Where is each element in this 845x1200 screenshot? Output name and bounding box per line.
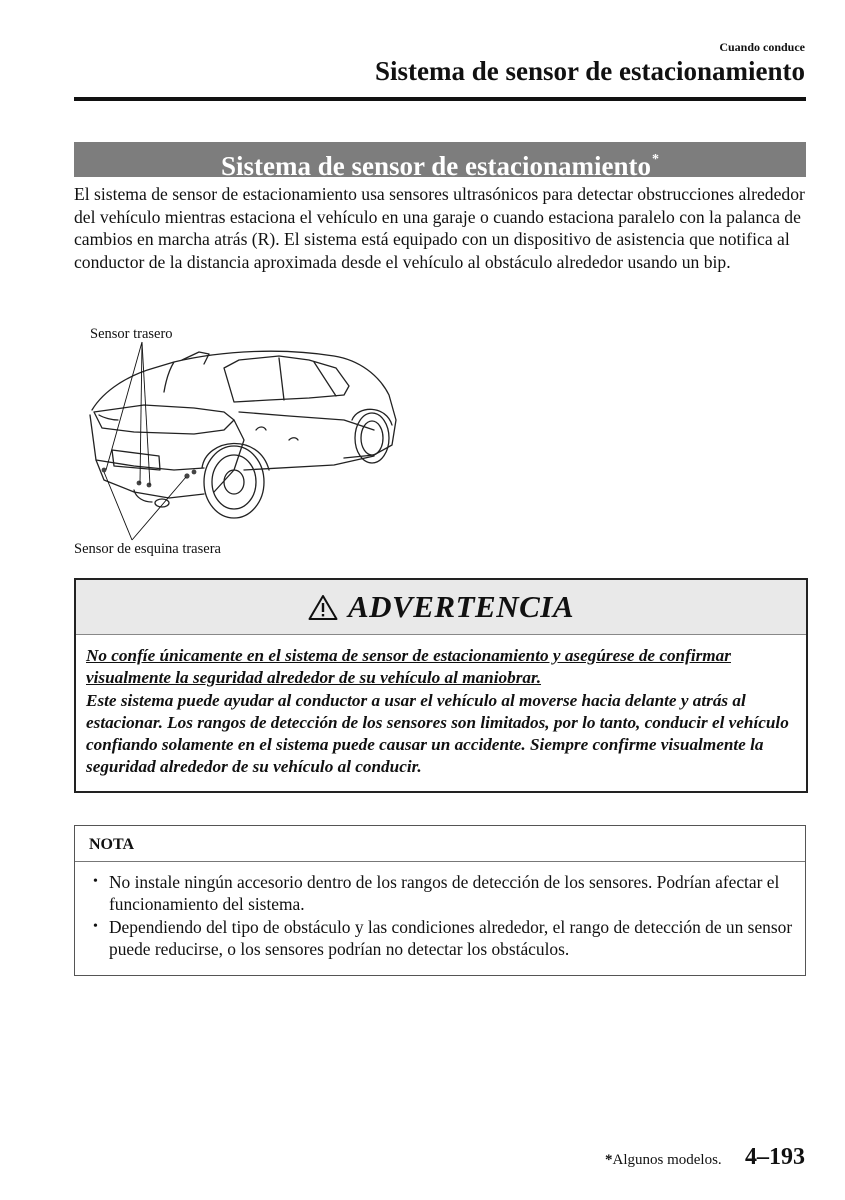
section-heading-text: Sistema de sensor de estacionamiento [221,151,651,181]
label-corner-sensor: Sensor de esquina trasera [74,541,221,557]
section-heading-marker: * [651,152,659,167]
warning-title: ADVERTENCIA [347,589,574,624]
header-section-label: Cuando conduce [719,40,805,54]
note-title: NOTA [75,826,805,862]
warning-box [74,578,808,793]
car-sensor-figure [74,320,414,565]
warning-header [76,580,806,635]
page-number: 4–193 [745,1144,805,1170]
car-rear-illustration [74,320,414,565]
warning-triangle-icon [308,594,338,621]
note-item: • Dependiendo del tipo de obstáculo y las condiciones alrededor, el rango de detección de un sensor puede reducirse, o los sensores podrían no detectar los obstáculos. [87,916,793,961]
note-item: • No instale ningún accesorio dentro de los rangos de detección de los sensores. Podrían afectar el funcionamiento del sistema. [87,871,793,916]
footnote [605,1152,722,1169]
intro-paragraph: El sistema de sensor de estacionamiento usa sensores ultrasónicos para detectar obstrucciones alrededor del vehículo mientras estaciona el vehículo en una garaje o cuando estaciona paralelo con la palanca de cambios en marcha atrás (R). El sistema está equipado con un dispositivo de asistencia que notifica al conductor de la distancia aproximada desde el vehículo al obstáculo alrededor usando un bip. [74,184,805,272]
note-list [75,862,805,960]
warning-emphasis-text: No confíe únicamente en el sistema de sensor de estacionamiento y asegúrese de confirmar visualmente la seguridad alrededor de su vehículo al maniobrar. [86,646,731,688]
header-divider [74,97,806,101]
section-heading [74,142,806,181]
warning-body [76,635,806,779]
page-title: Sistema de sensor de estacionamiento [375,56,805,86]
label-rear-sensor: Sensor trasero [90,326,173,342]
note-box [74,825,806,976]
footnote-marker: * [605,1152,613,1168]
footnote-text: Algunos modelos. [612,1152,722,1168]
warning-text: Este sistema puede ayudar al conductor a usar el vehículo al moverse hacia delante y atrás al estacionar. Los rangos de detección de los sensores son limitados, por lo tanto, conducir el vehículo confiando solamente en el sistema puede causar un accidente. Siempre confirme visualmente la seguridad alrededor de su vehículo al conducir. [86,690,789,777]
